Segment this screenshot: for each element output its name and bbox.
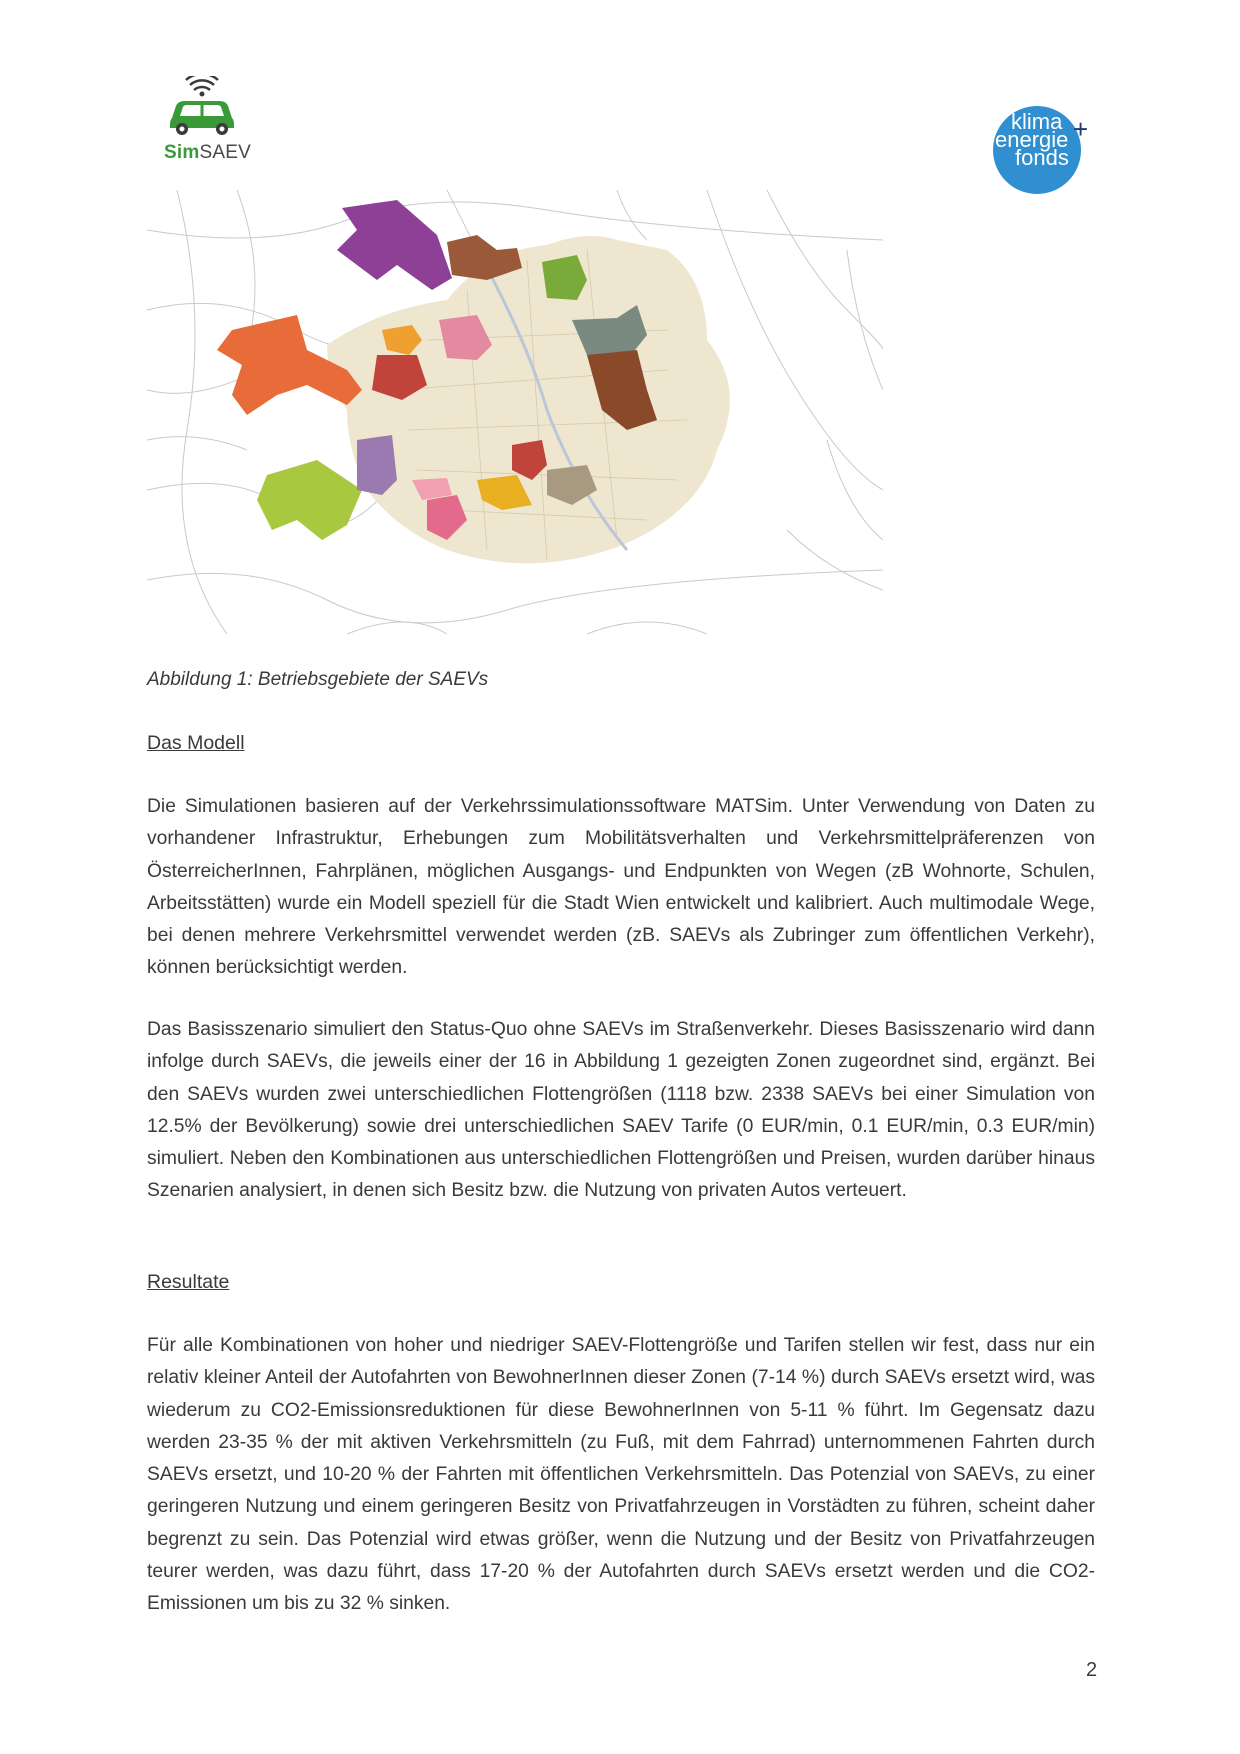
figure-caption: Abbildung 1: Betriebsgebiete der SAEVs (147, 669, 489, 690)
logo-line-2: energie (995, 127, 1069, 152)
logo-line-3: fonds (1015, 145, 1069, 170)
klima-energie-fonds-logo (993, 106, 1093, 196)
simsaev-logo-text: SimSAEV (164, 142, 251, 163)
paragraph-model-1: Die Simulationen basieren auf der Verkehrssimulationssoftware MATSim. Unter Verwendung von Daten zu vorhandener Infrastruktur, Erhebungen zum Mobilitätsverhalten und Verkehrsmittelpräferenzen von ÖsterreicherInnen, Fahrplänen, möglichen Ausgangs- und Endpunkten von Wegen (zB Wohnorte, Schulen, Arbeitsstätten) wurde ein Modell speziell für die Stadt Wien entwickelt und kalibriert. Auch multimodale Wege, bei denen mehrere Verkehrsmittel verwendet werden (zB. SAEVs als Zubringer zum öffentlichen Verkehr), können berücksichtigt werden. (147, 796, 1095, 979)
paragraph-model-2: Das Basisszenario simuliert den Status-Quo ohne SAEVs im Straßenverkehr. Dieses Basisszenario wird dann infolge durch SAEVs, die jeweils einer der 16 in Abbildung 1 gezeigten Zonen zugeordnet sind, ergänzt. Bei den SAEVs wurden zwei unterschiedlichen Flottengrößen (1118 bzw. 2338 SAEVs bei einer Simulation von 12.5% der Bevölkerung) sowie drei unterschiedlichen SAEV Tarife (0 EUR/min, 0.1 EUR/min, 0.3 EUR/min) simuliert. Neben den Kombinationen aus unterschiedlichen Flottengrößen und Preisen, wurden darüber hinaus Szenarien analysiert, in denen sich Besitz bzw. die Nutzung von privaten Autos verteuert. (147, 1019, 1095, 1202)
section-heading-results: Resultate (147, 1271, 230, 1293)
simsaev-logo (160, 76, 260, 166)
logo-plus: + (1073, 114, 1089, 144)
vienna-zone-map (147, 190, 883, 634)
section-heading-model: Das Modell (147, 732, 245, 754)
paragraph-results-1: Für alle Kombinationen von hoher und niedriger SAEV-Flottengröße und Tarifen stellen wir fest, dass nur ein relativ kleiner Anteil der Autofahrten von BewohnerInnen dieser Zonen (7-14 %) durch SAEVs ersetzt wird, was wiederum zu CO2-Emissionsreduktionen für diese BewohnerInnen von 5-11 % führt. Im Gegensatz dazu werden 23-35 % der mit aktiven Verkehrsmitteln (zu Fuß, mit dem Fahrrad) unternommenen Fahrten durch SAEVs ersetzt, und 10-20 % der Fahrten mit öffentlichen Verkehrsmitteln. Das Potenzial von SAEVs, zu einer geringeren Nutzung und einem geringeren Besitz von Privatfahrzeugen in Vorstädten zu führen, scheint daher begrenzt zu sein. Das Potenzial wird etwas größer, wenn die Nutzung und der Besitz von Privatfahrzeugen teurer werden, was dazu führt, dass 17-20 % der Autofahrten durch SAEVs ersetzt werden und die CO2-Emissionen um bis zu 32 % sinken. (147, 1335, 1095, 1615)
logo-line-1: klima (1011, 109, 1063, 134)
page-number: 2 (1086, 1659, 1098, 1681)
zone-perchtoldsdorf (357, 435, 397, 495)
map-svg (147, 190, 883, 634)
car-wifi-icon (166, 76, 238, 138)
